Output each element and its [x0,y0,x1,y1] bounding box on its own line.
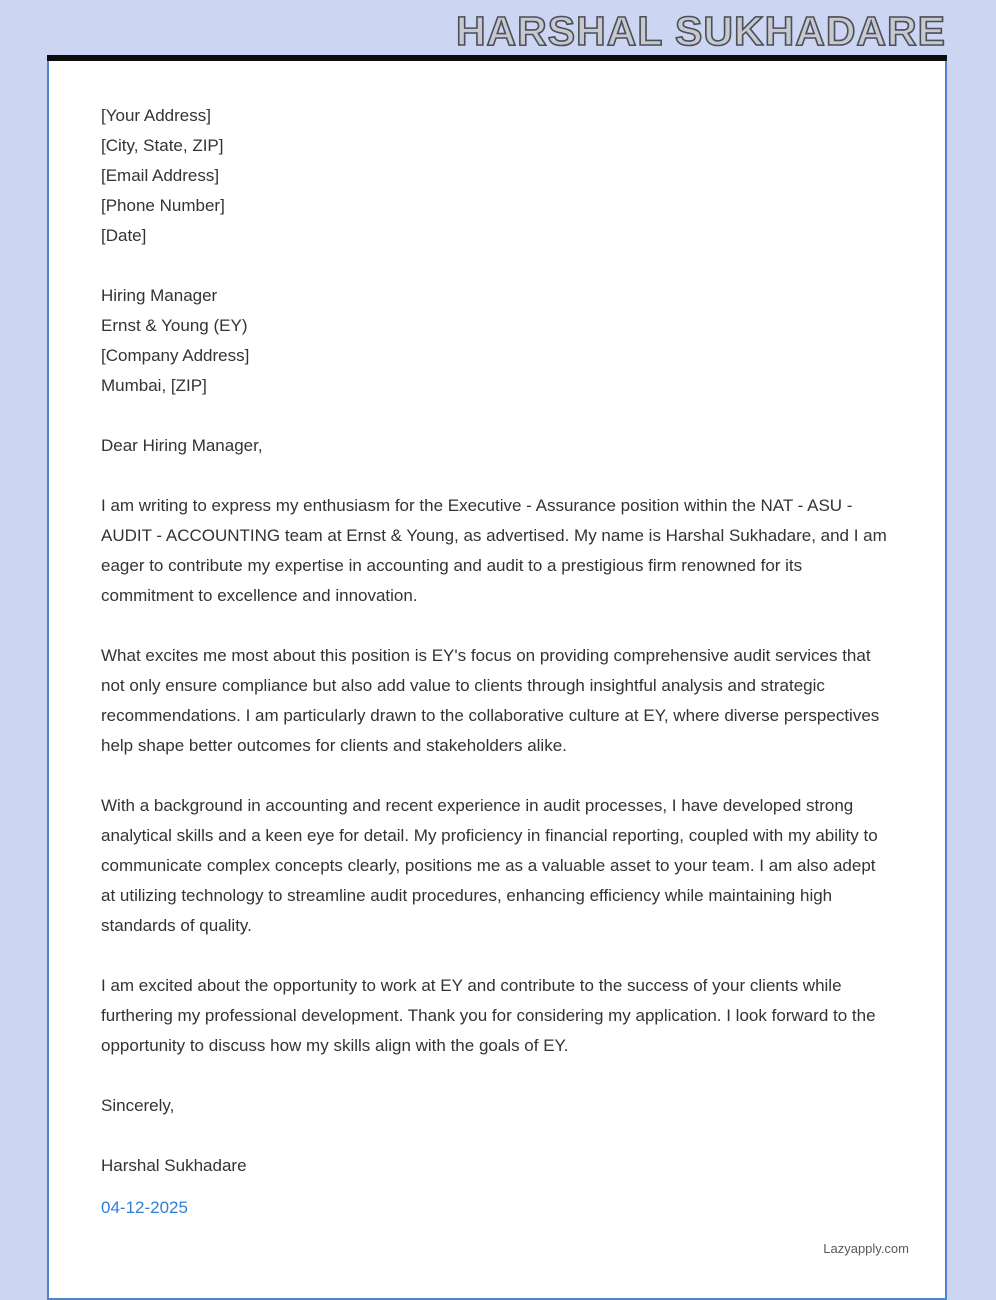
sender-address-line: [Your Address] [101,106,211,125]
recipient-address-line: Ernst & Young (EY) [101,316,248,335]
letter-date: 04-12-2025 [101,1198,188,1217]
closing: Sincerely, [101,1096,175,1115]
letter-body [49,61,945,1298]
body-paragraph: I am writing to express my enthusiasm for the Executive - Assurance position within the NAT - ASU - AUDIT - ACCOUNTING team at Ernst & Young, as advertised. My name is Harshal Sukhadare, and I am eager to contribute my expertise in accounting and audit to a prestigious firm renowned for its commitment to excellence and innovation. [101,496,887,605]
sender-address-line: [Phone Number] [101,196,225,215]
sender-address-line: [Email Address] [101,166,220,185]
letter-page [47,61,947,1300]
salutation: Dear Hiring Manager, [101,436,263,455]
signature-name: Harshal Sukhadare [101,1156,247,1175]
recipient-address-line: Mumbai, [ZIP] [101,376,207,395]
recipient-address-block [101,281,891,401]
sender-address-line: [Date] [101,226,147,245]
recipient-address-line: [Company Address] [101,346,250,365]
page-title: HARSHAL SUKHADARE [455,8,946,54]
body-paragraph: With a background in accounting and recent experience in audit processes, I have developed strong analytical skills and a keen eye for detail. My proficiency in financial reporting, coupled with my ability to communicate complex concepts clearly, positions me as a valuable asset to your team. I am also adept at utilizing technology to streamline audit procedures, enhancing efficiency while maintaining high standards of quality. [101,796,878,935]
sender-address-line: [City, State, ZIP] [101,136,224,155]
body-paragraph: What excites me most about this position is EY's focus on providing comprehensive audit services that not only ensure compliance but also add value to clients through insightful analysis and strategic recommendations. I am particularly drawn to the collaborative culture at EY, where diverse perspectives help shape better outcomes for clients and stakeholders alike. [101,646,880,755]
body-paragraph: I am excited about the opportunity to work at EY and contribute to the success of your clients while furthering my professional development. Thank you for considering my application. I look forward to the opportunity to discuss how my skills align with the goals of EY. [101,976,876,1055]
lazyapply-watermark: Lazyapply.com [823,1241,909,1256]
recipient-address-line: Hiring Manager [101,286,218,305]
sender-address-block [101,101,891,251]
